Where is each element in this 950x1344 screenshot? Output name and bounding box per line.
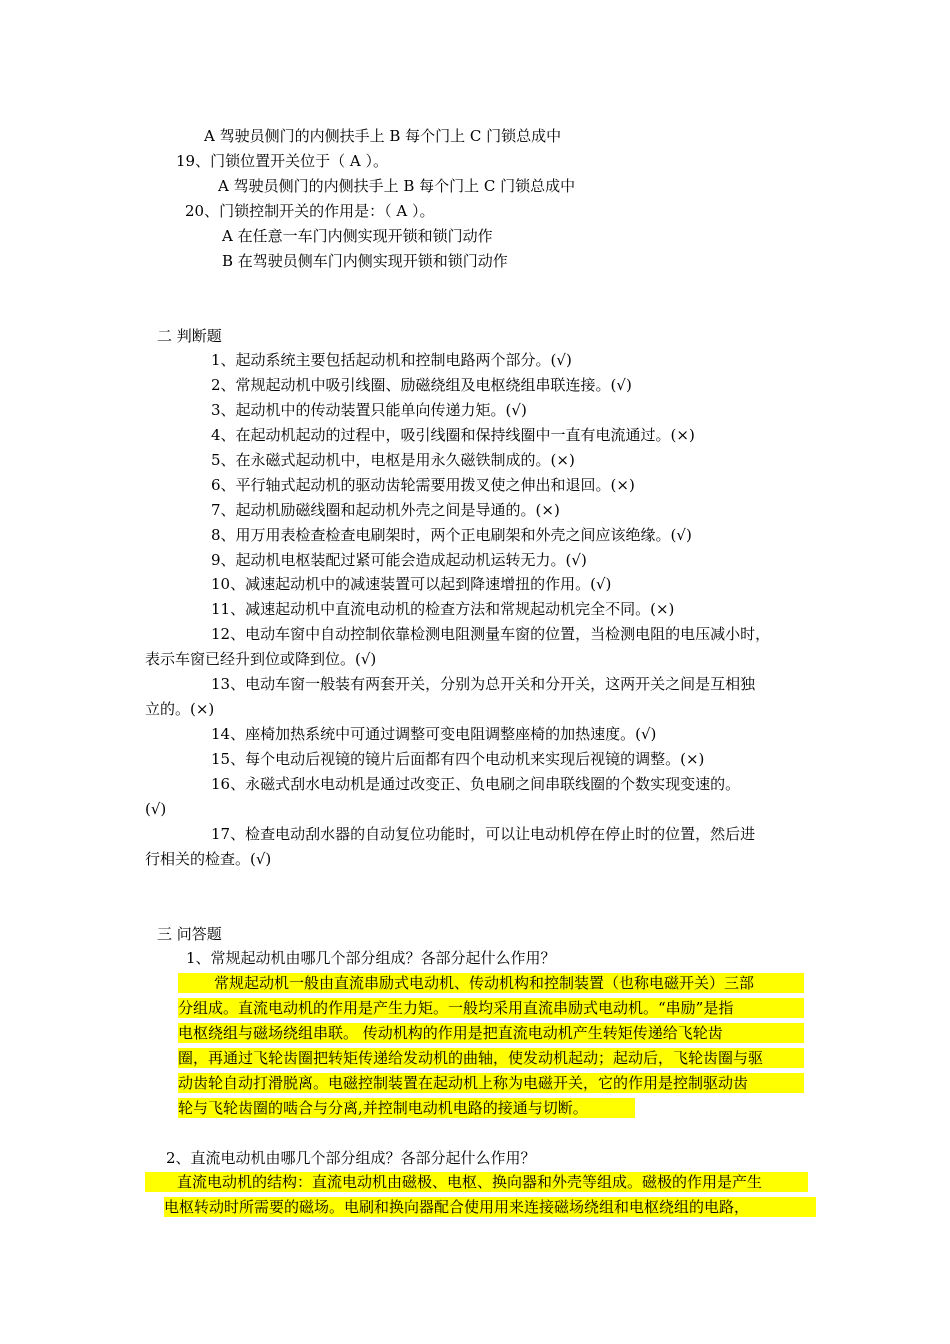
qa-answer-1-line: 圈，再通过飞轮齿圈把转矩传递给发动机的曲轴，使发动机起动；起动后，飞轮齿圈与驱 [178,1048,804,1068]
qa-answer-2-line: 直流电动机的结构：直流电动机由磁极、电枢、换向器和外壳等组成。磁极的作用是产生 [145,1172,808,1192]
qa-answer-1-line: 动齿轮自动打滑脱离。电磁控制装置在起动机上称为电磁开关，它的作用是控制驱动齿 [178,1073,804,1093]
judge-item: 14、座椅加热系统中可通过调整可变电阻调整座椅的加热速度。(√) [211,725,657,743]
qa-heading: 三 问答题 [157,925,222,943]
judge-item: 11、减速起动机中直流电动机的检查方法和常规起动机完全不同。(×) [211,600,675,618]
judge-heading: 二 判断题 [157,327,222,345]
judge-item: 3、起动机中的传动装置只能单向传递力矩。(√) [211,401,527,419]
qa-question-2: 2、直流电动机由哪几个部分组成？各部分起什么作用？ [166,1149,536,1167]
judge-item: 5、在永磁式起动机中，电枢是用永久磁铁制成的。(×) [211,451,575,469]
q19-options: A 驾驶员侧门的内侧扶手上 B 每个门上 C 门锁总成中 [218,177,576,195]
judge-item: 4、在起动机起动的过程中，吸引线圈和保持线圈中一直有电流通过。(×) [211,426,695,444]
qa-answer-2-line: 电枢转动时所需要的磁场。电刷和换向器配合使用用来连接磁场绕组和电枢绕组的电路， [164,1197,816,1217]
judge-item: 1、起动系统主要包括起动机和控制电路两个部分。(√) [211,351,572,369]
judge-item: 12、电动车窗中自动控制依靠检测电阻测量车窗的位置，当检测电阻的电压减小时， [211,625,771,643]
judge-item: 13、电动车窗一般装有两套开关，分别为总开关和分开关，这两开关之间是互相独 [211,675,756,693]
q20-option-b: B 在驾驶员侧车门内侧实现开锁和锁门动作 [222,252,508,270]
judge-item-continued: (√) [145,800,167,818]
judge-item: 7、起动机励磁线圈和起动机外壳之间是导通的。(×) [211,501,560,519]
q20-question: 20、门锁控制开关的作用是：（ A ）。 [185,202,435,220]
qa-answer-1-line: 常规起动机一般由直流串励式电动机、传动机构和控制装置（也称电磁开关）三部 [178,973,804,993]
judge-item: 9、起动机电枢装配过紧可能会造成起动机运转无力。(√) [211,551,587,569]
judge-item: 6、平行轴式起动机的驱动齿轮需要用拨叉使之伸出和退回。(×) [211,476,635,494]
judge-item: 17、检查电动刮水器的自动复位功能时，可以让电动机停在停止时的位置，然后进 [211,825,756,843]
qa-answer-1-line: 电枢绕组与磁场绕组串联。 传动机构的作用是把直流电动机产生转矩传递给飞轮齿 [178,1023,804,1043]
qa-answer-1-line: 分组成。直流电动机的作用是产生力矩。一般均采用直流串励式电动机。“串励”是指 [178,998,804,1018]
q20-option-a: A 在任意一车门内侧实现开锁和锁门动作 [222,227,493,245]
judge-item: 16、永磁式刮水电动机是通过改变正、负电刷之间串联线圈的个数实现变速的。 [211,775,741,793]
judge-item: 15、每个电动后视镜的镜片后面都有四个电动机来实现后视镜的调整。(×) [211,750,705,768]
judge-item: 2、常规起动机中吸引线圈、励磁绕组及电枢绕组串联连接。(√) [211,376,632,394]
qa-answer-1-line: 轮与飞轮齿圈的啮合与分离,并控制电动机电路的接通与切断。 [178,1098,635,1118]
judge-item-continued: 立的。(×) [145,700,215,718]
judge-item: 8、用万用表检查检查电刷架时，两个正电刷架和外壳之间应该绝缘。(√) [211,526,692,544]
qa-question-1: 1、常规起动机由哪几个部分组成？各部分起什么作用？ [186,949,556,967]
judge-item-continued: 表示车窗已经升到位或降到位。(√) [145,650,377,668]
judge-item: 10、减速起动机中的减速装置可以起到降速增扭的作用。(√) [211,575,612,593]
q19-question: 19、门锁位置开关位于（ A ）。 [176,152,388,170]
judge-item-continued: 行相关的检查。(√) [145,850,272,868]
q18-options: A 驾驶员侧门的内侧扶手上 B 每个门上 C 门锁总成中 [204,127,562,145]
